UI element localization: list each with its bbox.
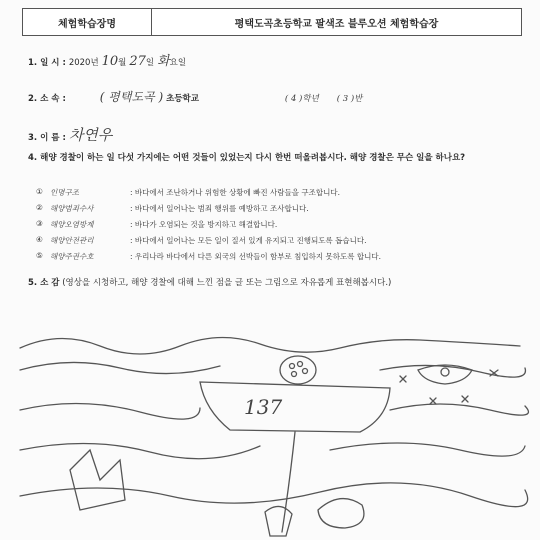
affiliation-row — [28, 88, 362, 105]
question-5 — [28, 276, 518, 290]
duty-answer: 해양오염방제 — [50, 220, 94, 229]
ship-cabin — [280, 356, 316, 384]
affiliation-school: ( 평택도곡 ) — [99, 90, 164, 104]
date-weekday-suffix: 요일 — [169, 58, 187, 68]
wave-line — [20, 483, 528, 507]
wave-line — [20, 403, 200, 419]
duty-item — [36, 235, 366, 246]
date-row — [28, 50, 186, 69]
duty-number: ① — [36, 187, 43, 196]
wave-line — [20, 337, 520, 354]
date-month-suffix: 월 — [118, 58, 127, 68]
question-5-label: 5. 소 감 — [28, 278, 60, 288]
affiliation-school-suffix: 초등학교 — [166, 94, 199, 104]
duty-item — [36, 219, 277, 230]
wave-line — [390, 404, 528, 415]
wave-line — [380, 365, 525, 377]
duty-answer: 해양안전관리 — [50, 236, 94, 245]
date-day: 27 — [129, 54, 146, 69]
header-title: 체험학습장명 — [23, 9, 152, 35]
duty-answer: 해양범죄수사 — [50, 204, 94, 213]
wave-line — [330, 443, 525, 456]
duty-description: : 우리나라 바다에서 다른 외국의 선박들이 함부로 침입하지 못하도록 합니다. — [130, 252, 381, 261]
date-month: 10 — [101, 54, 119, 69]
student-name: 차연우 — [68, 126, 113, 144]
name-row — [28, 124, 112, 145]
duty-item — [36, 251, 381, 262]
anchor-line — [282, 432, 295, 532]
duty-description: : 바다에서 조난하거나 위험한 상황에 빠진 사람들을 구조합니다. — [130, 188, 340, 197]
duty-description: : 바다에서 일어나는 범죄 행위를 예방하고 조사합니다. — [130, 204, 309, 213]
affiliation-label: 2. 소 속 : — [28, 94, 66, 104]
ship-number: 137 — [244, 395, 283, 419]
date-weekday: 화 — [157, 54, 170, 69]
header-table — [22, 8, 522, 36]
affiliation-class: ( 3 )반 — [336, 94, 363, 104]
question-5-text: (영상을 시청하고, 해양 경찰에 대해 느낀 점을 글 또는 그림으로 자유롭게 표현해봅시다.) — [62, 278, 392, 288]
ship-hull — [200, 382, 390, 432]
rock-shape — [318, 499, 364, 528]
duty-number: ③ — [36, 219, 43, 228]
duty-answer: 인명구조 — [50, 188, 79, 197]
name-label: 3. 이 름 : — [28, 133, 66, 143]
shell-shape — [265, 506, 292, 536]
date-year: 2020년 — [68, 58, 99, 68]
date-label: 1. 일 시 : — [28, 58, 66, 68]
child-drawing — [0, 300, 540, 540]
affiliation-grade: ( 4 )학년 — [284, 94, 319, 104]
date-day-suffix: 일 — [145, 58, 155, 68]
duty-number: ④ — [36, 235, 43, 244]
duty-item — [36, 187, 340, 198]
duty-item — [36, 203, 309, 214]
header-place-name: 평택도곡초등학교 팔색조 블루오션 체험학습장 — [234, 18, 439, 30]
wave-line — [20, 362, 220, 373]
duty-number: ② — [36, 203, 43, 212]
duty-description: : 바다가 오염되는 것을 방지하고 해결합니다. — [130, 220, 278, 229]
wave-line — [20, 443, 260, 458]
question-4: 4. 해양 경찰이 하는 일 다섯 가지에는 어떤 것들이 있었는지 다시 한번 떠올려봅시다. 해양 경찰은 무슨 일을 하나요? — [28, 153, 466, 163]
duty-number: ⑤ — [36, 251, 43, 260]
duty-answer: 해양주권수호 — [50, 252, 94, 261]
rock-shape — [70, 450, 125, 510]
duty-description: : 바다에서 일어나는 모든 일이 질서 있게 유지되고 진행되도록 돕습니다. — [130, 236, 367, 245]
